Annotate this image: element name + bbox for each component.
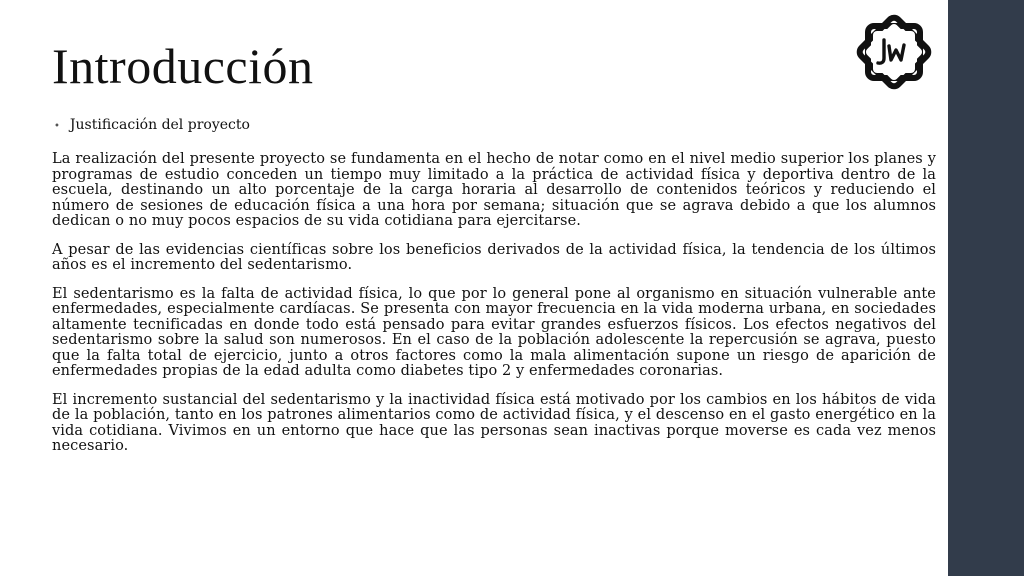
bullet-dot-icon: • [54,121,60,132]
paragraph-increase: El incremento sustancial del sedentarismo y la inactividad física está motivado por los cambios en los hábitos de vida de la población, tanto en los patrones alimentarios como de actividad física, y el descenso en el gasto energético en la vida cotidiana. Vivimos en un entorno que hace que las personas sean inactivas porque moverse es cada vez menos necesario. [52,391,936,454]
paragraph-justification: La realización del presente proyecto se fundamenta en el hecho de notar como en el nivel medio superior los planes y programas de estudio conceden un tiempo muy limitado a la práctica de actividad física y deportiva dentro de la escuela, destinando un alto porcentaje de la carga horaria al desarrollo de contenidos teóricos y reduciendo el número de sesiones de educación física a una hora por semana; situación que se agrava debido a que los alumnos dedican o no muy pocos espacios de su vida cotidiana para ejercitarse. [52,151,936,229]
paragraph-sedentarism: El sedentarismo es la falta de actividad física, lo que por lo general pone al organismo en situación vulnerable ante enfermedades, especialmente cardíacas. Se presenta con mayor frecuencia en la vida moderna urbana, en sociedades altamente tecnificadas en donde todo está pensado para evitar grandes esfuerzos físicos. Los efectos negativos del sedentarismo sobre la salud son numerosos. En el caso de la población adolescente la repercusión se agrava, puesto que la falta total de ejercicio, junto a otros factores como la mala alimentación supone un riesgo de aparición de enfermedades propias de la edad adulta como diabetes tipo 2 y enfermedades coronarias. [52,285,936,379]
logo-icon [854,12,934,92]
paragraph-evidence: A pesar de las evidencias científicas sobre los beneficios derivados de la actividad física, la tendencia de los últimos años es el incremento del sedentarismo. [52,241,936,273]
bullet-text: Justificación del proyecto [69,117,250,133]
slide-content [52,116,936,468]
side-bar [948,0,1024,576]
slide-title: Introducción [52,38,314,94]
bullet-item [52,116,936,136]
